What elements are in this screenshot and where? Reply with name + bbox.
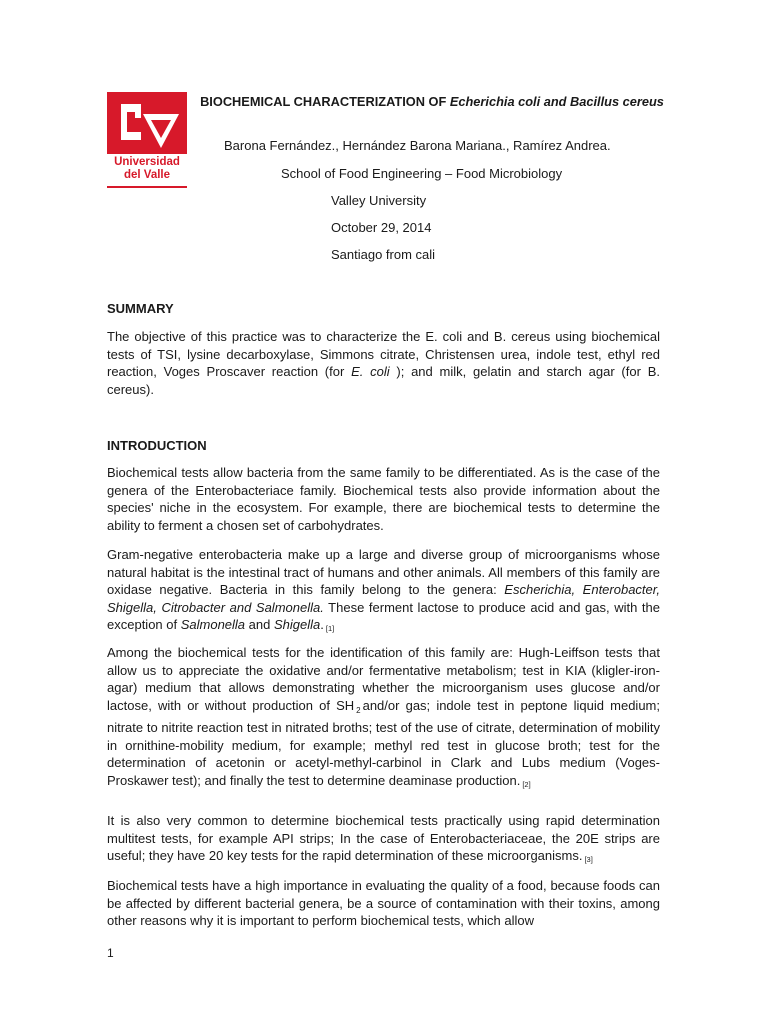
logo-wordmark [107, 156, 187, 182]
summary-heading: SUMMARY [107, 301, 174, 316]
summary-text-b: ); and milk, gelatin and starch agar (for B. cereus). [107, 364, 660, 397]
title-middle: and [540, 94, 571, 109]
title-prefix: BIOCHEMICAL CHARACTERIZATION OF [200, 94, 450, 109]
summary-paragraph [107, 328, 660, 398]
intro-paragraph-1: Biochemical tests allow bacteria from the same family to be differentiated. As is the case of the genera of the Enterobacteriace family. Biochemical tests also provide information about the species' niche in the ecosystem. For example, there are biochemical tests to determine the ability to ferment a chosen set of carbohydrates. [107, 465, 660, 533]
p2-salmonella: Salmonella [180, 617, 246, 632]
p2-shigella: Shigella [273, 617, 321, 632]
location: Santiago from cali [331, 247, 436, 262]
page-number: 1 [107, 946, 114, 960]
summary-text-italic: E. coli [351, 364, 390, 379]
p3-text-b: and/or gas; indole test in peptone liquid medium; nitrate to nitrite reaction test in nitrated broths; test of the use of citrate, determination of mobility in ornithine-mobility medium, for example; methyl red test in glucose broth; test for the determination of acetonin or acetyl-methyl-carbinol in Clark and Lubs medium (Voges-Proskawer test); and finally the test to determine deaminase production. [107, 697, 660, 788]
logo-underline [107, 186, 187, 188]
authors: Barona Fernández., Hernández Barona Mariana., Ramírez Andrea. [224, 138, 611, 153]
university-logo [107, 92, 187, 188]
introduction-heading: INTRODUCTION [107, 438, 207, 453]
p2-text-b: These ferment lactose to produce acid and gas, with the exception of [107, 599, 660, 632]
reference-1: [1] [325, 624, 335, 633]
p2-end: . [320, 617, 324, 632]
reference-2: [2] [522, 779, 531, 789]
p2-text-a: Gram-negative enterobacteria make up a large and diverse group of microorganisms whose natural habitat is the intestinal tract of humans and other animals. All members of this family are oxidase negative. Bacteria in this family belong to the genera: [107, 547, 660, 597]
title-species-1: Echerichia coli [449, 94, 541, 109]
p3-text-a: Among the biochemical tests for the identification of this family are: Hugh-Leiffson tests that allow us to appreciate the oxidative and/or fermentative metabolism; test in KIA (kligler-iron-agar) medium that allows demonstrating whether the microorganism uses glucose and/or lactose, with or without production of SH [107, 645, 660, 713]
university: Valley University [331, 193, 427, 208]
paper-title [197, 93, 667, 110]
summary-text-a: The objective of this practice was to characterize the E. coli and B. cereus using biochemical tests of TSI, lysine decarboxylase, Simmons citrate, Christensen urea, indole test, ethyl red reaction, Voges Proscaver reaction (for [107, 329, 660, 379]
p2-genera: Escherichia, Enterobacter, Shigella, Citrobacter and Salmonella. [107, 582, 661, 615]
intro-paragraph-2 [107, 546, 660, 638]
title-species-2: Bacillus cereus [570, 94, 664, 109]
intro-paragraph-5: Biochemical tests have a high importance in evaluating the quality of a food, because foods can be affected by different bacterial genera, be a source of contamination with their toxins, among other reasons why it is important to perform biochemical tests, which allow [107, 878, 660, 928]
reference-3: [3] [584, 855, 593, 864]
intro-paragraph-3 [107, 644, 660, 793]
p3-subscript: 2 [356, 705, 361, 715]
school: School of Food Engineering – Food Microbiology [281, 166, 563, 181]
logo-line-2: del Valle [123, 169, 171, 181]
logo-line-1: Universidad [114, 156, 180, 168]
univalle-emblem-icon [107, 92, 187, 154]
date: October 29, 2014 [331, 220, 432, 235]
intro-paragraph-4 [107, 812, 660, 869]
p4-text: It is also very common to determine biochemical tests practically using rapid determination multitest tests, for example API strips; In the case of Enterobacteriaceae, the 20E strips are useful; they have 20 key tests for the rapid determination of these microorganisms. [107, 813, 660, 863]
p2-and: and [245, 617, 274, 632]
